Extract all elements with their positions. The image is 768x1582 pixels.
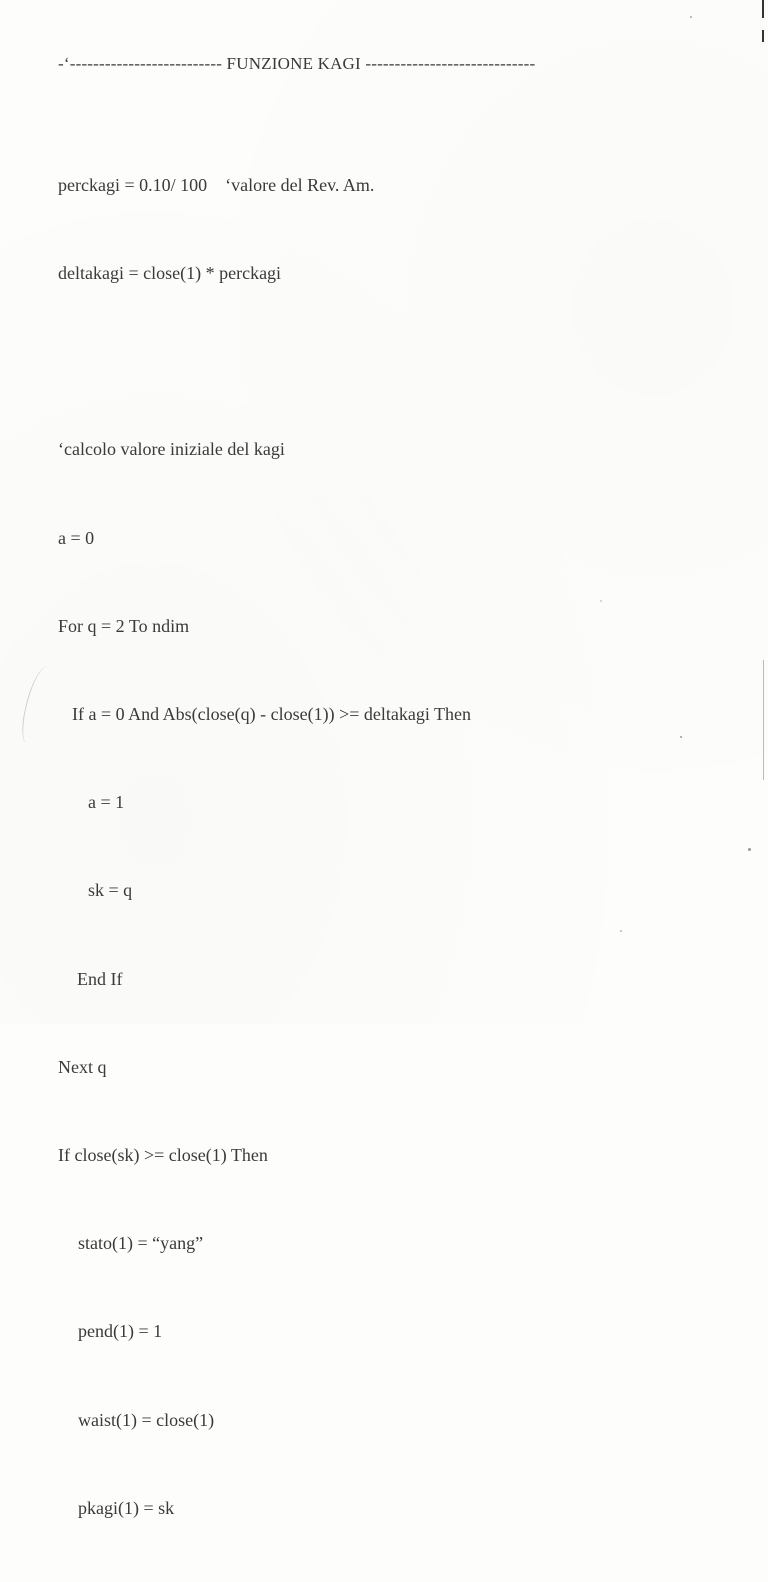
code-line: a = 0 — [58, 527, 95, 548]
code-comment: ‘calcolo valore iniziale del kagi — [58, 439, 285, 460]
scan-edge-mark — [763, 660, 764, 780]
code-line: If close(sk) >= close(1) Then — [58, 1145, 268, 1166]
code-listing — [58, 112, 471, 1582]
code-line: sk = q — [88, 880, 133, 901]
code-line-blank — [58, 347, 471, 376]
code-line: waist(1) = close(1) — [78, 1409, 215, 1430]
code-line: If a = 0 And Abs(close(q) - close(1)) >= deltakagi Then — [72, 704, 472, 725]
scan-speck — [748, 848, 751, 851]
code-line: For q = 2 To ndim — [58, 615, 190, 636]
scan-edge-mark — [762, 0, 764, 18]
code-line: perckagi = 0.10/ 100 ‘valore del Rev. Am. — [58, 174, 375, 195]
code-line: pkagi(1) = sk — [78, 1497, 175, 1518]
scan-edge-mark — [762, 30, 764, 42]
scan-speck — [620, 930, 622, 932]
code-line: pend(1) = 1 — [78, 1321, 163, 1342]
code-line: a = 1 — [88, 792, 125, 813]
code-line: stato(1) = “yang” — [78, 1233, 204, 1254]
code-line: Next q — [58, 1056, 107, 1077]
scan-artifact — [18, 663, 57, 746]
scan-speck — [600, 600, 602, 602]
scan-speck — [680, 736, 682, 738]
scan-speck — [690, 16, 692, 18]
code-line: deltakagi = close(1) * perckagi — [58, 263, 282, 284]
code-line: End If — [77, 968, 123, 989]
section-header: -‘-------------------------- FUNZIONE KAGI ----------------------------- — [58, 54, 536, 73]
